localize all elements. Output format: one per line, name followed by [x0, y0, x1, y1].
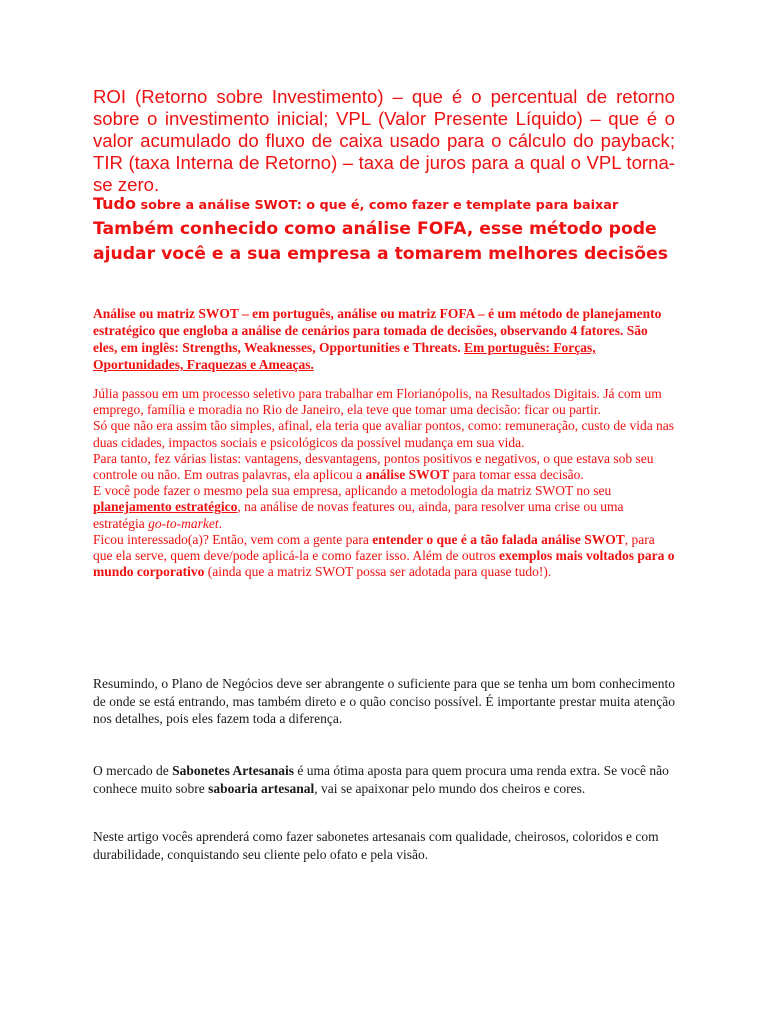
story-p4-middle: , na análise de novas features ou, ainda, para resolver uma crise ou uma estratégia: [93, 499, 624, 531]
story-p5-before: Ficou interessado(a)? Então, vem com a gente para: [93, 531, 373, 547]
sabonete-bold-2: saboaria artesanal: [208, 780, 315, 796]
article-title-first-word: Tudo: [93, 194, 136, 213]
roi-paragraph: ROI (Retorno sobre Investimento) – que é o percentual de retorno sobre o investimento inicial; VPL (Valor Presente Líquido) – que é o valor acumulado do fluxo de caixa usado para o cálculo do payback; TIR (taxa Interna de Retorno) – taxa de juros para a qual o VPL torna-se zero.: [93, 86, 675, 195]
planejamento-link[interactable]: planejamento estratégico: [93, 499, 238, 515]
sabonete-middle: é uma ótima aposta para quem procura uma renda extra. Se você não conhece muito sobre: [93, 763, 669, 796]
resumo-paragraph: Resumindo, o Plano de Negócios deve ser abrangente o suficiente para que se tenha um bom conhecimento de onde se está entrando, mas também direto e o quão conciso possível. É importante prestar muita atenção nos detalhes, pois eles fazem toda a diferença.: [93, 676, 675, 726]
story-paragraph-5: [93, 532, 675, 581]
sabonete-after: , vai se apaixonar pelo mundo dos cheiros e cores.: [314, 780, 586, 796]
article-title-rest: sobre a análise SWOT: o que é, como fazer e template para baixar: [136, 198, 619, 213]
story-section: [93, 386, 675, 580]
article-title: [93, 193, 675, 217]
sabonete-before: O mercado de: [93, 763, 173, 778]
story-p4-italic: go-to-market: [148, 515, 219, 531]
story-p3-before: Para tanto, fez várias listas: vantagens, desvantagens, pontos positivos e negativos, o que estava sob seu controle ou não. Em outras palavras, ela aplicou a: [93, 450, 654, 483]
story-p4-before: E você pode fazer o mesmo pela sua empresa, aplicando a metodologia da matriz SWOT no seu: [93, 483, 612, 499]
artigo-paragraph: Neste artigo vocês aprenderá como fazer sabonetes artesanais com qualidade, cheirosos, coloridos e com durabilidade, conquistando seu cliente pelo ofato e pela visão.: [93, 829, 659, 862]
story-p5-bold: entender o que é a tão falada análise SWOT: [372, 531, 625, 547]
story-p4-end: .: [218, 515, 222, 531]
sabonete-paragraph: [93, 762, 675, 797]
swot-definition-portuguese: Em português: Forças, Oportunidades, Fraquezas e Ameaças.: [93, 340, 596, 372]
story-p5-after: , para que ela serve, quem deve/pode aplicá-la e como fazer isso. Além de outros: [93, 531, 655, 564]
story-p3-bold: análise SWOT: [365, 467, 450, 483]
swot-definition-main: Análise ou matriz SWOT – em português, análise ou matriz FOFA – é um método de planejamento estratégico que engloba a análise de cenários para tomada de decisões, observando 4 fatores. São eles, em inglês: Strengths, Weaknesses, Opportunities e Threats.: [93, 306, 662, 355]
sabonete-bold-1: Sabonetes Artesanais: [172, 763, 294, 778]
story-paragraph-3: [93, 451, 675, 483]
story-p5-bold2: exemplos mais voltados para o mundo corporativo: [93, 548, 675, 580]
story-p5-end: (ainda que a matriz SWOT possa ser adotada para quase tudo!).: [204, 564, 552, 580]
story-paragraph-1: Júlia passou em um processo seletivo para trabalhar em Florianópolis, na Resultados Digitais. Já com um emprego, família e moradia no Rio de Janeiro, ela teve que tomar uma decisão: ficar ou partir.: [93, 386, 662, 418]
swot-definition: [93, 305, 675, 373]
article-subtitle: Também conhecido como análise FOFA, esse método pode ajudar você e a sua empresa a tomarem melhores decisões: [93, 219, 668, 264]
story-p3-after: para tomar essa decisão.: [449, 467, 584, 483]
story-paragraph-4: [93, 483, 675, 532]
story-paragraph-2: Só que não era assim tão simples, afinal, ela teria que avaliar pontos, como: remuneração, custo de vida nas duas cidades, impactos sociais e psicológicos da possível mudança em sua vida.: [93, 418, 675, 450]
